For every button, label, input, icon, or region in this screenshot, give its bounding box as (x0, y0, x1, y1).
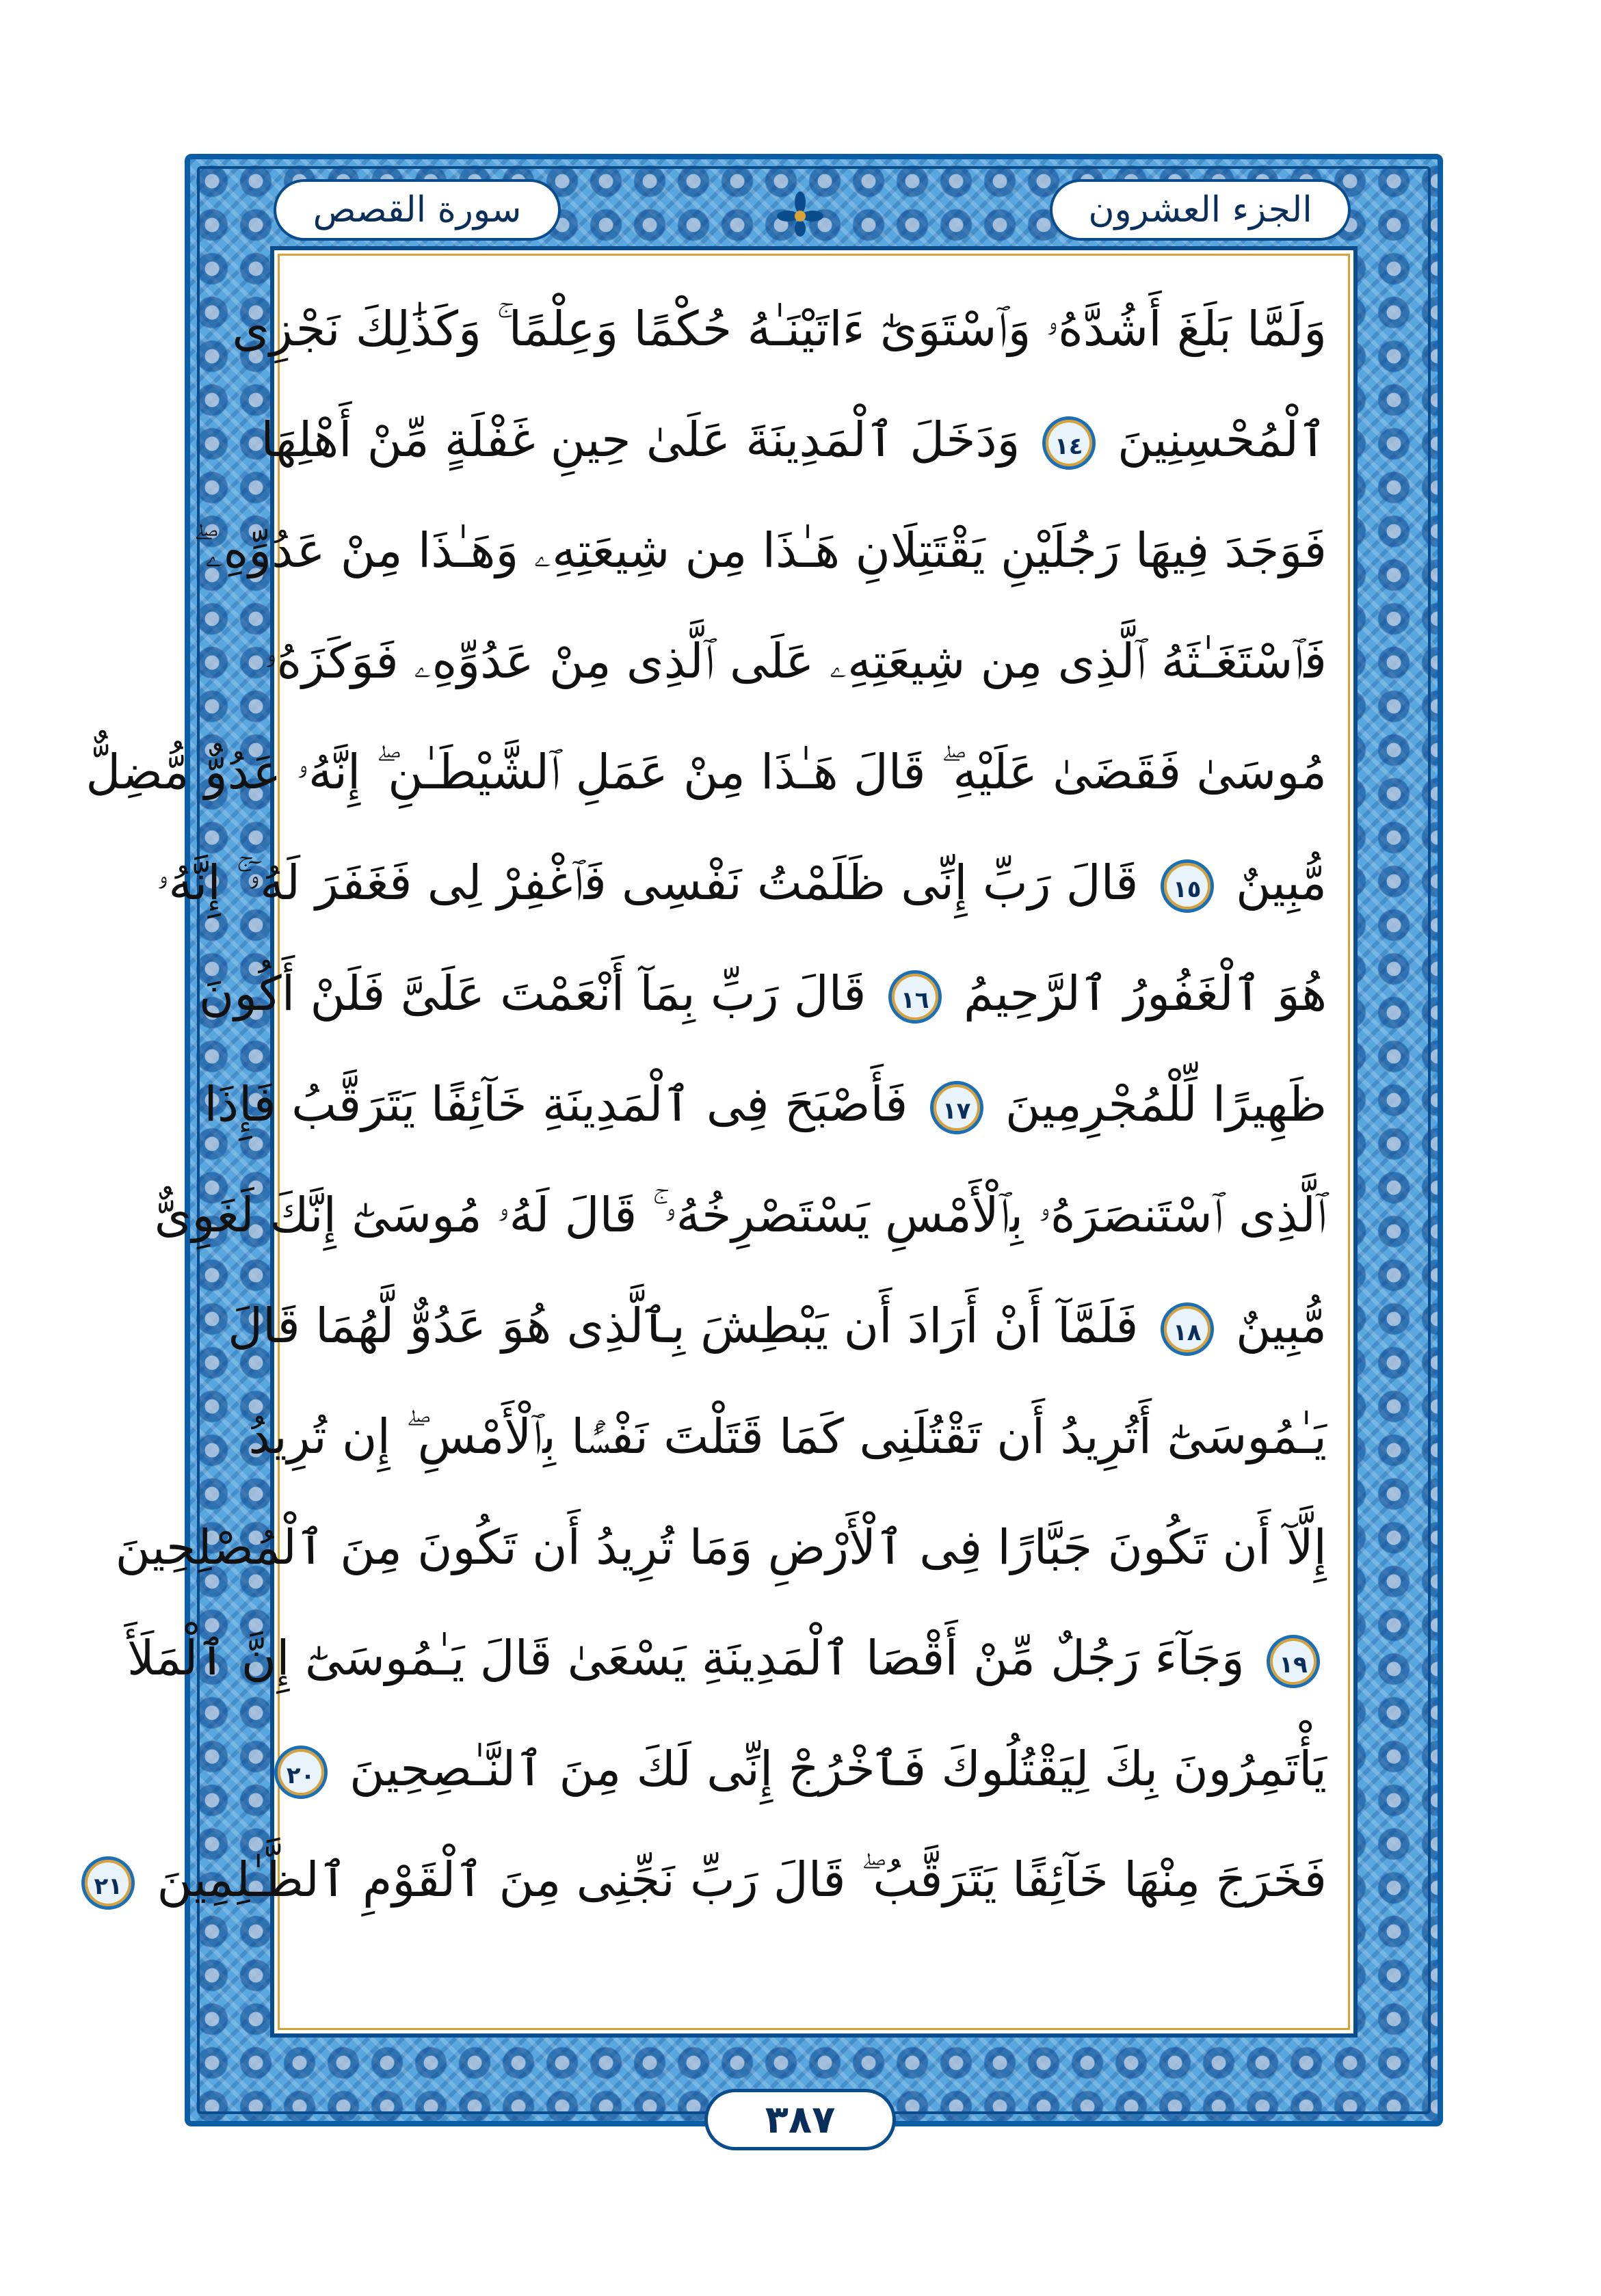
text-line (154, 1160, 1327, 1270)
verse-text: قَالَ رَبِّ بِمَآ أَنْعَمْتَ عَلَىَّ فَلَنْ أَكُونَ (198, 965, 866, 1022)
ayah-number-marker: ١٧ (930, 1081, 983, 1134)
text-line (85, 717, 1327, 827)
flower-ornament-icon (773, 190, 828, 238)
text-line (232, 273, 1327, 384)
juz-label: الجزء العشرون (1050, 179, 1351, 241)
text-line (261, 384, 1327, 495)
text-line (228, 1270, 1327, 1381)
text-line (286, 1713, 1327, 1824)
quran-text (85, 273, 1327, 1935)
text-line (204, 1049, 1327, 1160)
text-line (127, 1603, 1327, 1713)
verse-text: مُوسَىٰ فَقَضَىٰ عَلَيْهِ ۖ قَالَ هَـٰذَا مِنْ عَمَلِ ٱلشَّيْطَـٰنِ ۖ إِنَّهُۥ عَدُوٌّ مُّضِلٌّ (85, 744, 1327, 800)
verse-text: قَالَ رَبِّ إِنِّى ظَلَمْتُ نَفْسِى فَٱغْفِرْ لِى فَغَفَرَ لَهُۥٓ ۚ إِنَّهُۥ (156, 855, 1139, 911)
verse-text: إِلَّآ أَن تَكُونَ جَبَّارًا فِى ٱلْأَرْضِ وَمَا تُرِيدُ أَن تَكُونَ مِنَ ٱلْمُصْلِحِينَ (115, 1519, 1327, 1575)
verse-text: فَلَمَّآ أَنْ أَرَادَ أَن يَبْطِشَ بِٱلَّذِى هُوَ عَدُوٌّ لَّهُمَا قَالَ (228, 1298, 1139, 1354)
verse-text: ٱلَّذِى ٱسْتَنصَرَهُۥ بِٱلْأَمْسِ يَسْتَصْرِخُهُۥ ۚ قَالَ لَهُۥ مُوسَىٰٓ إِنَّكَ لَغَوِىٌّ (154, 1187, 1327, 1243)
ayah-number-marker: ١٦ (888, 970, 942, 1024)
page-number: ٣٨٧ (704, 2089, 896, 2150)
text-line (198, 938, 1327, 1049)
verse-text: يَأْتَمِرُونَ بِكَ لِيَقْتُلُوكَ فَٱخْرُجْ إِنِّى لَكَ مِنَ ٱلنَّـٰصِحِينَ (349, 1741, 1327, 1797)
text-line (265, 606, 1327, 717)
verse-text: مُّبِينٌ (1235, 855, 1327, 911)
text-line (115, 1492, 1327, 1603)
verse-text: وَجَآءَ رَجُلٌ مِّنْ أَقْصَا ٱلْمَدِينَةِ يَسْعَىٰ قَالَ يَـٰمُوسَىٰٓ إِنَّ ٱلْمَلَأَ (127, 1630, 1245, 1686)
ayah-number-marker: ١٩ (1267, 1635, 1320, 1688)
verse-text: فَأَصْبَحَ فِى ٱلْمَدِينَةِ خَآئِفًا يَتَرَقَّبُ فَإِذَا (204, 1076, 908, 1132)
ayah-number-marker: ١٥ (1161, 859, 1214, 913)
verse-text: هُوَ ٱلْغَفُورُ ٱلرَّحِيمُ (963, 965, 1327, 1022)
verse-text: فَوَجَدَ فِيهَا رَجُلَيْنِ يَقْتَتِلَانِ هَـٰذَا مِن شِيعَتِهِۦ وَهَـٰذَا مِنْ عَدُوِّهِۦ ۖ (193, 522, 1327, 578)
verse-text: وَدَخَلَ ٱلْمَدِينَةَ عَلَىٰ حِينِ غَفْلَةٍ مِّنْ أَهْلِهَا (261, 412, 1020, 468)
text-line (193, 495, 1327, 606)
text-line (94, 1824, 1327, 1935)
verse-text: يَـٰمُوسَىٰٓ أَتُرِيدُ أَن تَقْتُلَنِى كَمَا قَتَلْتَ نَفْسًۢا بِٱلْأَمْسِ ۖ إِن تُرِيدُ (248, 1409, 1327, 1465)
ayah-number-marker: ١٨ (1161, 1303, 1214, 1356)
surah-label: سورة القصص (274, 179, 561, 241)
ayah-number-marker: ١٤ (1042, 416, 1096, 470)
verse-text: مُّبِينٌ (1235, 1298, 1327, 1354)
text-line (156, 827, 1327, 938)
verse-text: ٱلْمُحْسِنِينَ (1117, 412, 1327, 468)
verse-text: فَخَرَجَ مِنْهَا خَآئِفًا يَتَرَقَّبُ ۖ قَالَ رَبِّ نَجِّنِى مِنَ ٱلْقَوْمِ ٱلظَّـٰلِمِينَ (157, 1852, 1327, 1908)
verse-text: فَٱسْتَغَـٰثَهُ ٱلَّذِى مِن شِيعَتِهِۦ عَلَى ٱلَّذِى مِنْ عَدُوِّهِۦ فَوَكَزَهُۥ (265, 633, 1327, 689)
verse-text: وَلَمَّا بَلَغَ أَشُدَّهُۥ وَٱسْتَوَىٰٓ ءَاتَيْنَـٰهُ حُكْمًا وَعِلْمًا ۚ وَكَذَٰلِكَ نَجْزِى (232, 301, 1327, 357)
text-line (248, 1381, 1327, 1492)
verse-text: ظَهِيرًا لِّلْمُجْرِمِينَ (1005, 1076, 1327, 1132)
ayah-number-marker: ٢٠ (274, 1746, 328, 1799)
ayah-number-marker: ٢١ (81, 1856, 135, 1910)
